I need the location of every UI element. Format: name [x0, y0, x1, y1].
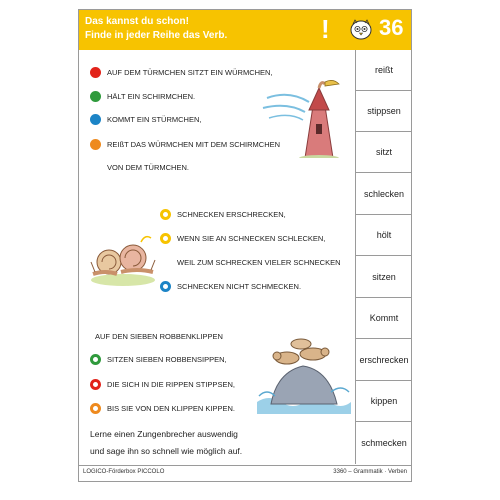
footer-publisher: LOGICO-Förderbox PICCOLO — [83, 469, 165, 475]
verse-line: AUF DEM TÜRMCHEN SITZT EIN WÜRMCHEN, — [107, 68, 273, 77]
verse-line: DIE SICH IN DIE RIPPEN STIPPSEN, — [107, 380, 235, 389]
card-footer — [79, 465, 411, 482]
verse-line: SITZEN SIEBEN ROBBENSIPPEN, — [107, 355, 227, 364]
instruction-line: und sage ihn so schnell wie möglich auf. — [90, 446, 243, 456]
green-dot — [90, 91, 101, 102]
answer-cell[interactable]: Kommt — [356, 298, 412, 339]
verse-line: AUF DEN SIEBEN ROBBENKLIPPEN — [95, 332, 223, 341]
snails-illustration — [87, 228, 159, 288]
answer-cell[interactable]: erschrecken — [356, 340, 412, 381]
red-dot — [90, 67, 101, 78]
instruction-line: Lerne einen Zungenbrecher auswendig — [90, 429, 238, 439]
card-number: 36 — [379, 15, 404, 40]
answer-cell[interactable]: schmecken — [361, 438, 407, 448]
verse-line: WEIL ZUM SCHRECKEN VIELER SCHNECKEN — [177, 258, 341, 267]
blue-ring — [160, 281, 171, 292]
verse-line: SCHNECKEN NICHT SCHMECKEN. — [177, 282, 302, 291]
answer-cell[interactable]: sitzt — [356, 132, 412, 173]
answer-cell[interactable]: kippen — [356, 381, 412, 422]
answer-cell[interactable]: schlecken — [356, 174, 412, 215]
verse-line: HÄLT EIN SCHIRMCHEN. — [107, 92, 196, 101]
owl-icon — [349, 17, 373, 41]
verse-line: VON DEM TÜRMCHEN. — [107, 163, 189, 172]
answer-cell[interactable]: stippsen — [356, 91, 412, 132]
exclamation-icon: ! — [321, 14, 330, 44]
red-ring — [90, 379, 101, 390]
orange-ring — [90, 403, 101, 414]
worm-tower-illustration — [259, 80, 351, 158]
verse-line: SCHNECKEN ERSCHRECKEN, — [177, 210, 286, 219]
blue-dot — [90, 114, 101, 125]
footer-reference: 3360 – Grammatik · Verben — [333, 469, 407, 475]
seals-illustration — [257, 332, 351, 414]
verse-line: REIßT DAS WÜRMCHEN MIT DEM SCHIRMCHEN — [107, 140, 281, 149]
yellow-ring — [160, 233, 171, 244]
header-title: Das kannst du schon! — [85, 16, 189, 27]
answer-column — [355, 50, 412, 464]
answer-cell[interactable]: hölt — [356, 215, 412, 256]
answer-cell[interactable]: reißt — [356, 50, 412, 91]
verse-line: WENN SIE AN SCHNECKEN SCHLECKEN, — [177, 234, 326, 243]
card-header — [79, 10, 411, 50]
green-ring — [90, 354, 101, 365]
yellow-ring — [160, 209, 171, 220]
header-instruction: Finde in jeder Reihe das Verb. — [85, 30, 228, 41]
verse-line: KOMMT EIN STÜRMCHEN, — [107, 115, 202, 124]
exercise-card — [78, 9, 412, 482]
orange-dot — [90, 139, 101, 150]
verse-line: BIS SIE VON DEN KLIPPEN KIPPEN. — [107, 404, 235, 413]
answer-cell[interactable]: sitzen — [356, 257, 412, 298]
